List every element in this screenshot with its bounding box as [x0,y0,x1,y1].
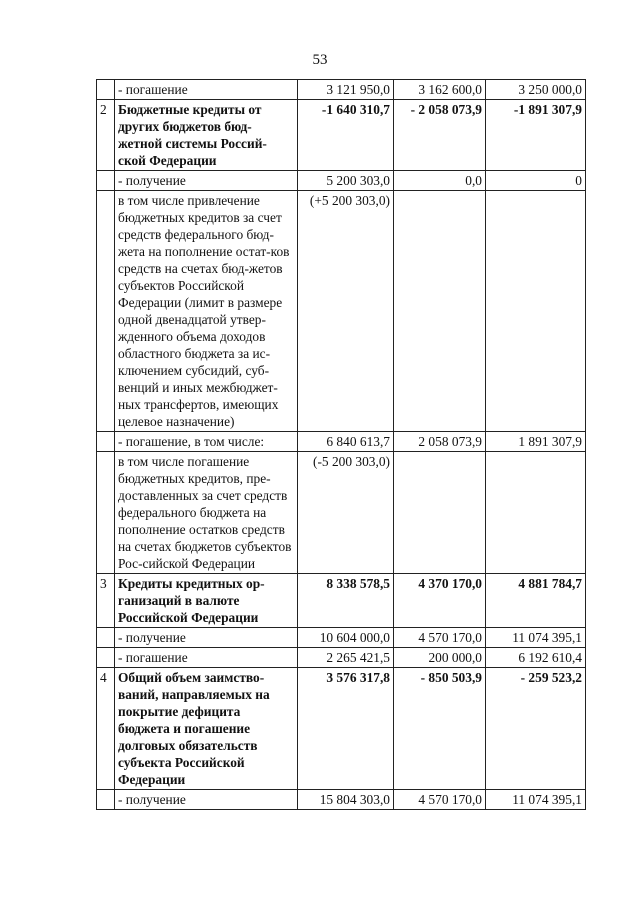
value-year-3: - 259 523,2 [486,668,586,790]
value-year-2: 2 058 073,9 [394,432,486,452]
value-year-3: -1 891 307,9 [486,100,586,171]
value-year-2: 200 000,0 [394,648,486,668]
value-year-2: - 2 058 073,9 [394,100,486,171]
row-name: Общий объем заимство-ваний, направляемых на покрытие дефицита бюджета и погашение долговых обязательств субъекта Российской Федерации [115,668,298,790]
row-number: 3 [97,574,115,628]
row-number: 2 [97,100,115,171]
value-year-1: (-5 200 303,0) [298,452,394,574]
value-year-3: 11 074 395,1 [486,628,586,648]
row-number [97,790,115,810]
row-name: в том числе привлечение бюджетных кредитов за счет средств федерального бюд-жета на пополнение остат-ков средств на счетах бюд-жетов субъектов Российской Федерации (лимит в размере одной двенадцатой утвер-жденного объема доходов областного бюджета за ис-ключением субсидий, суб-венций и иных межбюджет-ных трансфертов, имеющих целевое назначение) [115,191,298,432]
table-row [97,790,586,810]
row-name: Кредиты кредитных ор-ганизаций в валюте Российской Федерации [115,574,298,628]
value-year-3: 0 [486,171,586,191]
row-number: 4 [97,668,115,790]
row-number [97,171,115,191]
table-row [97,648,586,668]
value-year-3: 3 250 000,0 [486,80,586,100]
row-number [97,628,115,648]
value-year-2: - 850 503,9 [394,668,486,790]
value-year-3: 6 192 610,4 [486,648,586,668]
value-year-1: 2 265 421,5 [298,648,394,668]
value-year-1: 15 804 303,0 [298,790,394,810]
row-number [97,80,115,100]
value-year-2: 4 370 170,0 [394,574,486,628]
table-row [97,171,586,191]
value-year-2 [394,191,486,432]
value-year-3: 1 891 307,9 [486,432,586,452]
table-row [97,432,586,452]
row-number [97,432,115,452]
row-name: - получение [115,790,298,810]
value-year-1: 3 121 950,0 [298,80,394,100]
table-row [97,668,586,790]
table-row [97,100,586,171]
table-row [97,80,586,100]
table-row [97,452,586,574]
value-year-3: 4 881 784,7 [486,574,586,628]
value-year-2 [394,452,486,574]
value-year-3 [486,452,586,574]
value-year-1: 8 338 578,5 [298,574,394,628]
value-year-3 [486,191,586,432]
page-number: 53 [312,52,328,68]
row-name: - погашение, в том числе: [115,432,298,452]
value-year-2: 0,0 [394,171,486,191]
row-number [97,452,115,574]
table-row [97,628,586,648]
table-row [97,574,586,628]
borrowings-table [96,79,586,810]
value-year-2: 4 570 170,0 [394,628,486,648]
row-name: - погашение [115,80,298,100]
value-year-1: 6 840 613,7 [298,432,394,452]
value-year-1: -1 640 310,7 [298,100,394,171]
row-name: в том числе погашение бюджетных кредитов, пре-доставленных за счет средств федерального бюджета на пополнение остатков средств на счетах бюджетов субъектов Рос-сийской Федерации [115,452,298,574]
value-year-2: 4 570 170,0 [394,790,486,810]
row-name: - погашение [115,648,298,668]
value-year-1: 5 200 303,0 [298,171,394,191]
row-name: Бюджетные кредиты от других бюджетов бюд-жетной системы Россий-ской Федерации [115,100,298,171]
row-name: - получение [115,628,298,648]
value-year-1: 10 604 000,0 [298,628,394,648]
value-year-1: (+5 200 303,0) [298,191,394,432]
value-year-1: 3 576 317,8 [298,668,394,790]
row-name: - получение [115,171,298,191]
row-number [97,648,115,668]
value-year-2: 3 162 600,0 [394,80,486,100]
value-year-3: 11 074 395,1 [486,790,586,810]
table-row [97,191,586,432]
row-number [97,191,115,432]
